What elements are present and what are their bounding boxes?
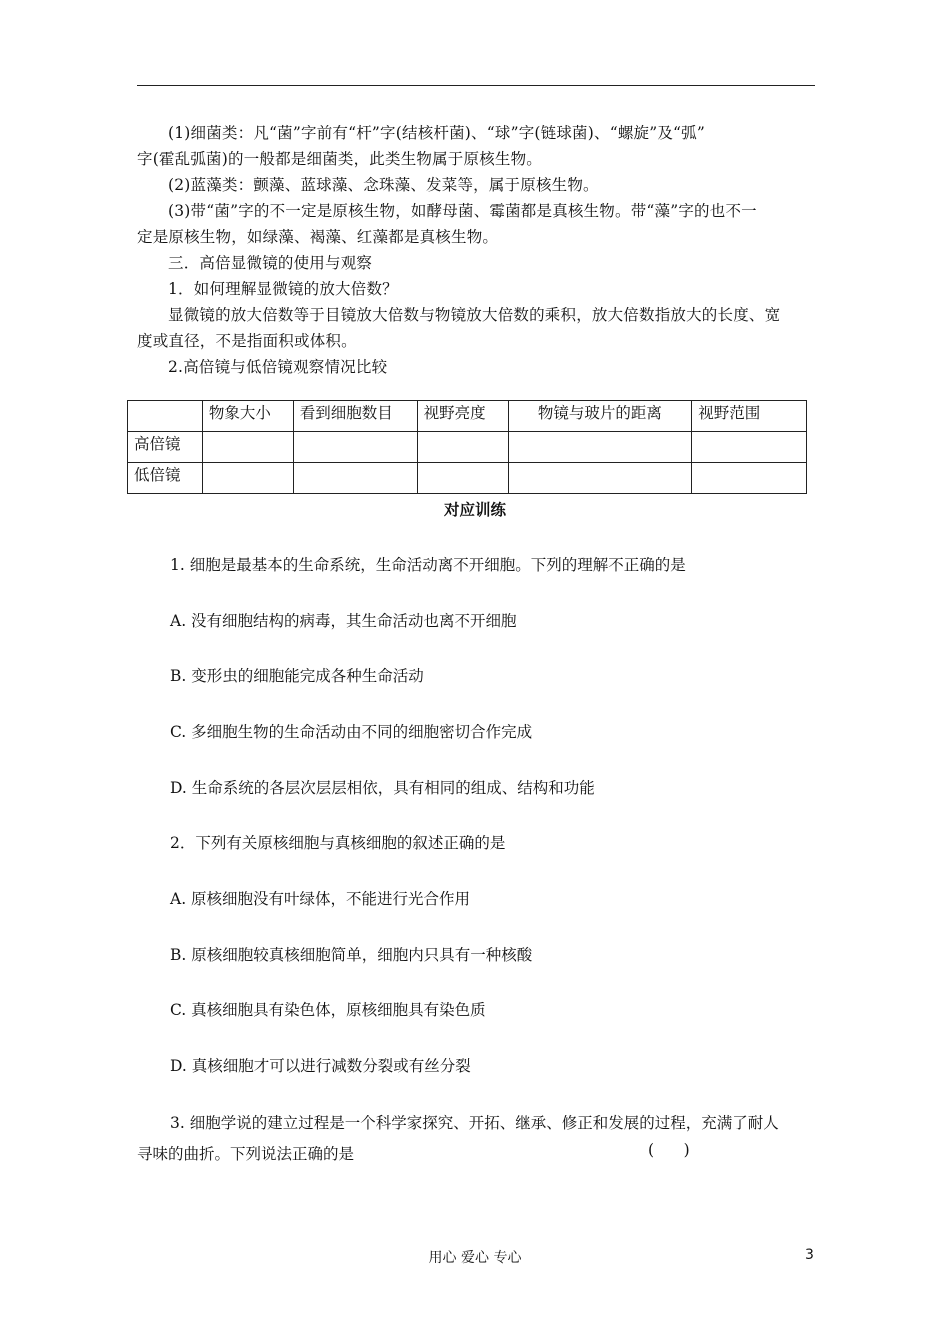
table-cell	[202, 463, 293, 494]
question-1-option-d: D. 生命系统的各层次层层相依，具有相同的组成、结构和功能	[170, 779, 595, 797]
note-fungi-algae-line1: (3)带“菌”字的不一定是原核生物，如酵母菌、霉菌都是真核生物。带“藻”字的也不一	[168, 202, 757, 220]
note-bacteria-line2: 字(霍乱弧菌)的一般都是细菌类，此类生物属于原核生物。	[137, 150, 542, 168]
table-header-cell: 视野范围	[692, 401, 807, 432]
table-cell	[508, 463, 692, 494]
table-row	[128, 463, 807, 494]
question-2-option-b: B. 原核细胞较真核细胞简单，细胞内只具有一种核酸	[170, 946, 533, 964]
question-2-option-c: C. 真核细胞具有染色体，原核细胞具有染色质	[170, 1001, 486, 1019]
question-1-option-b: B. 变形虫的细胞能完成各种生命活动	[170, 667, 424, 685]
question-2-option-a: A. 原核细胞没有叶绿体，不能进行光合作用	[170, 890, 471, 908]
note-bacteria-line1: (1)细菌类：凡“菌”字前有“杆”字(结核杆菌)、“球”字(链球菌)、“螺旋”及“弧”	[168, 124, 705, 142]
table-cell	[293, 432, 417, 463]
item-magnification-answer-line1: 显微镜的放大倍数等于目镜放大倍数与物镜放大倍数的乘积，放大倍数指放大的长度、宽	[168, 306, 781, 324]
item-magnification-answer-line2: 度或直径，不是指面积或体积。	[137, 332, 357, 350]
note-fungi-algae-line2: 定是原核生物，如绿藻、褐藻、红藻都是真核生物。	[137, 228, 499, 246]
note-cyanobacteria: (2)蓝藻类：颤藻、蓝球藻、念珠藻、发菜等，属于原核生物。	[168, 176, 599, 194]
table-cell	[692, 463, 807, 494]
question-1-stem: 1. 细胞是最基本的生命系统，生命活动离不开细胞。下列的理解不正确的是	[170, 556, 686, 574]
table-header-cell: 物镜与玻片的距离	[508, 401, 692, 432]
question-3-stem-line2: 寻味的曲折。下列说法正确的是	[137, 1145, 355, 1163]
header-rule	[137, 85, 815, 86]
table-cell	[202, 432, 293, 463]
question-3-answer-blank: ( )	[648, 1141, 690, 1159]
table-row	[128, 432, 807, 463]
table-cell	[417, 432, 508, 463]
section-heading-microscope: 三．高倍显微镜的使用与观察	[168, 254, 373, 272]
question-2-stem: 2．下列有关原核细胞与真核细胞的叙述正确的是	[170, 834, 506, 852]
item-comparison-title: 2.高倍镜与低倍镜观察情况比较	[168, 358, 388, 376]
question-1-option-a: A. 没有细胞结构的病毒，其生命活动也离不开细胞	[170, 612, 517, 630]
table-header-cell: 看到细胞数目	[293, 401, 417, 432]
comparison-table	[127, 400, 807, 494]
page-number: 3	[805, 1247, 814, 1263]
table-row-label: 高倍镜	[128, 432, 203, 463]
table-header-cell: 物象大小	[202, 401, 293, 432]
table-cell	[293, 463, 417, 494]
table-header-cell	[128, 401, 203, 432]
table-cell	[692, 432, 807, 463]
question-3-stem-line1: 3. 细胞学说的建立过程是一个科学家探究、开拓、继承、修正和发展的过程，充满了耐人	[170, 1114, 779, 1132]
table-row-label: 低倍镜	[128, 463, 203, 494]
table-cell	[417, 463, 508, 494]
question-1-option-c: C. 多细胞生物的生命活动由不同的细胞密切合作完成	[170, 723, 533, 741]
footer-motto: 用心 爱心 专心	[428, 1250, 522, 1266]
table-cell	[508, 432, 692, 463]
item-magnification-question: 1．如何理解显微镜的放大倍数？	[168, 280, 398, 298]
table-header-cell: 视野亮度	[417, 401, 508, 432]
exercises-title: 对应训练	[443, 501, 506, 519]
table-header-row	[128, 401, 807, 432]
question-2-option-d: D. 真核细胞才可以进行减数分裂或有丝分裂	[170, 1057, 471, 1075]
